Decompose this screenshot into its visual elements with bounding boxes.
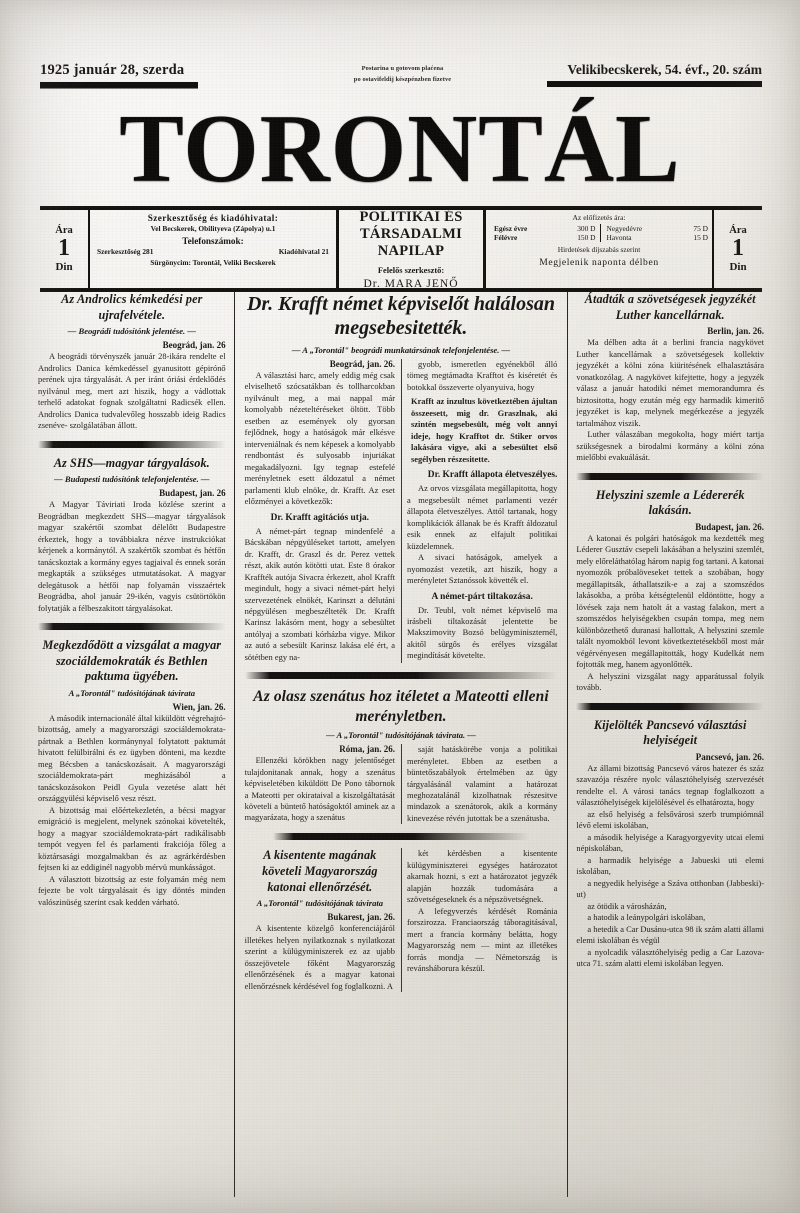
article-androlics	[38, 292, 226, 432]
headline-androlics: Az Androlics kémkedési per ujrafelvétele.	[61, 292, 203, 322]
price-box-left	[40, 210, 90, 288]
sect-krafft-protest: A német-párt tiltakozása.	[431, 591, 533, 602]
body-matteotti-2: saját hatáskörébe vonja a politikai merényletet. Ebben az esetben a büntetőszabályok értelmében az ügy tárgyalásánál valamint a határozat meghozatalánál kizolhatnak részesitve mindazok a szenátorok, akik a kormány kinevezése révén jutottak be a szenátusba.	[407, 744, 558, 823]
postal-line-2: po ostavifeldij készpénzben fizetve	[353, 75, 452, 83]
body-androlics-1: A beográdi törvényszék január 28-ikára rendelte el Androlics Danica kémkedéssel gyanusitott gépirónő perének ujra tárgyalását. A per iránt óriási érdeklődés nyilvánul meg, mert azt hiszik, hogy a vádlottak terhelő adatokat fognak szolgáltatni Radicsék ellen. Androlics Danica tudvalevőleg hosszabb ideig Radics zsenéve- szolgálatában állott.	[38, 351, 226, 431]
body-bethlen-2: A bizottság mai előértekezletén, a bécsi magyar emigráció is megjelent, melynek szónokai követelték, hogy a magyar szociáldemokrata-párt radikálisabb tempót vegyen fel és parlamenti frakciója főleg a köztársasági mozgalmakban és az agrárkérdésben fejtsen ki az eddiginél nagyobb mérvü munkásságot.	[38, 804, 226, 873]
postal-notice	[310, 64, 495, 85]
body-luther-2: Luther válaszában megokolta, hogy miért tartja szükségesnek a birodalmi kormány a kölni zóna mielőbbi evakuálását.	[576, 429, 765, 463]
date-rule	[40, 82, 198, 88]
paper-type-box	[339, 210, 486, 288]
body-shs-1: A Magyar Táviriati Iroda közlése szerint a Beográdban megkezdett SHS—magyar tárgyalások magyar szakértői szombat délelőtt Budapestre érkeztek, hogy a továbbiakra nézve instrukciókat kérjenek a kormánytól. A szakértők szombat és hétfőn tanácskoztak a kormány egyes tagjaival és ennek során megkapták a szükséges utmutatásokat. A magyar delegátusok a hétfői nap folyamán visszaértek Beográdba, ahol január 29-ikén, vagyis csütörtökön folytatják a félbeszakitott tárgyalásokat.	[38, 499, 226, 613]
postal-line-1: Postarina u gotovom plaćena	[361, 65, 444, 72]
body-pancsevo-9: a nyolcadik választóhelyiség pedig a Car Lazova-utca 71. szám alatti elemi iskolában legyen.	[576, 946, 765, 968]
body-pancsevo-1: Az állami bizottság Pancsevó város hatezer és száz szavazója részére nyolc választóhelyiség szervezését rendelte el. A városi tanács tegnap foglalkozott a választóhelyiségek kijelölésével és elhatározta, hogy	[576, 762, 765, 808]
price-label-left: Ára	[55, 224, 73, 236]
issue-number: Velikibecskerek, 54. évf., 20. szám	[567, 62, 762, 77]
section-divider	[245, 672, 558, 679]
price-box-right	[712, 210, 762, 288]
dateline-bethlen: Wien, jan. 26.	[172, 701, 226, 712]
body-luther-1: Ma délben adta át a berlini francia nagykövet Luther kancellárnak a szövetségesek kollektiv jegyzékét a kölni zóna kiüritésének elhalasztására vonatkozólag. A nagykövet kifejtette, hogy a jegyzék válasz a január hatodiki német memorandumra és biztositotta, hogy ezután még egy harmadik kimeritő jegyzéket is kap, melynek megérkezése a jegyzék tartalmához viszik.	[576, 337, 765, 428]
telegram-address: Sürgönycim: Torontál, Veliki Becskerek	[150, 257, 276, 267]
article-columns	[38, 292, 764, 1197]
price-label-right: Ára	[729, 224, 747, 236]
body-pancsevo-3: a második helyisége a Karagyorgyevity utcai elemi népiskolában,	[576, 831, 765, 854]
ads-note: Hirdetések díjszabás szerint	[557, 245, 641, 254]
body-pancsevo-8: a hetedik a Car Dusánu-utca 98 ik szám alatti állami elemi iskolában és végül	[576, 923, 765, 946]
krafft-body-columns	[245, 359, 558, 664]
section-divider	[576, 473, 764, 480]
issue-date-block	[40, 62, 198, 88]
subhead-bethlen: A „Torontál" tudósitójának távirata	[68, 687, 196, 698]
body-krafft-2: A német-párt tegnap mindenfelé a Bácskában népgyüléseket tartott, amelyen dr. Krafft, dr. Graszl és dr. Perez vettek részt, akik autón kötötti utat. Este 8 órakor Kraffték autója Sivacra érkezett, ahol Krafft megindult, hogy a sivaci német-párt helyi szervezetének elnökét, Karinszt a délutáni népgyülésen megbeszélteték Dr. Krafft Karinsz lakásórn ment, hogy a sebesültet antólyaj a szombati kórházba vigye. Mikor az autó a sebesült Karinsz lakása elé ért, a sötétben egy na-	[244, 525, 395, 662]
body-bethlen-3: A választott bizottság az este folyamán még nem fejezte be volt tárgyalásait és igy döntés minden valószinüség szerint csak kedden várható.	[38, 873, 226, 907]
headline-pancsevo: Kijelölték Pancsevó választási helyiségeit	[593, 717, 747, 748]
body-pancsevo-4: a harmadik helyisége a Jabueski uti elemi iskolában,	[576, 854, 765, 877]
article-luther	[576, 292, 764, 464]
article-lederer	[576, 488, 764, 694]
subscription-title: Az előfizetés ára:	[572, 213, 626, 222]
body-pancsevo-2: az első helyiség a felsővárosi szerb trumpiómnál lévő elemi iskolában,	[576, 808, 765, 831]
body-bethlen-1: A második internacionálé által kiküldött végrehajtó-bizottság, amely a magyarországi szociáldemokrata-pártnak a Bethlen kormánynyal folytatott paktumát hivatott felülbirálni és ez ügyben dönteni, ma kezdte meg Bécsben a tanácskozásait. A magyarországi szociáldemokrata-párt meghizásából a tanácskozásokon Peidl Gyula vezetése alatt hét országgyülési képviselő vesz részt.	[38, 712, 226, 804]
sub-half-value: 150 D	[577, 233, 596, 242]
body-kisentente-3: A lefegyverzés kérdését Románia forszirozza. Franciaország táboragitásával, mert a francia kormány belátta, hogy Magyarország nem — mint az illetékes forrás mondja — Németország is revánsháborura készül.	[407, 905, 558, 974]
body-lederer-1: A katonai és polgári hatóságok ma kezdették meg Léderer Gusztáv csepeli lakásában a helyszini szemlét, mely előreláthatólag három napig fog tartani. A katonai nyomozók próbalöveseket tettek a szobában, hogy megállapitsák, áthallatszik-e a zaj a szomszédos lakásokba, a próba kétségtelenül eldöntötte, hogy a lövések zaja nem hatolt át a vastag falakon, mert a szomszédos helyiségekben csupán tompa, meg nem különbözethető duranasi hallottak, A helyszini szemle talált nyomokból levont következtetésekből most már végérvényesen megállapitották, hogy Kudelkát nem fojtották meg, hanem agyonlőtték.	[576, 532, 765, 670]
article-bethlen	[38, 638, 226, 908]
body-matteotti-1: Ellenzéki körökben nagy jelentőséget tulajdonitanak annak, hogy a szenátus képviseletében kiküldött De Pono tábornok a Mateotti per okirataival a kiszolgáltatását követeli a büntető hatóságoktól aminek az a magyarázata, hogy a szenátus	[244, 755, 395, 823]
body-lederer-3: A helyszini vizsgálat nagy apparátussal folyik tovább.	[576, 670, 765, 693]
phone-editorial: Szerkesztőség 281	[97, 247, 154, 256]
subhead-shs: — Budapesti tudósítónk telefonjelentése. —	[54, 474, 210, 485]
appears-note: Megjelenik naponta délben	[539, 257, 659, 268]
sect-krafft-condition: Dr. Krafft állapota életveszélyes.	[427, 470, 558, 481]
editor-label: Felelős szerkesztő:	[377, 265, 445, 275]
body-kisentente-1: A kisentente közelgő konferenciájáról illetékes helyen nyilatkoznak s nyilatkozat szerint a külügyminiszerek ez az ujabb összejövetele főként Magyarország ellenőrzésének és a magyar katonai ellenőrzésnek kérdésével fog foglalkozni. A	[244, 923, 395, 991]
headline-kisentente: A kisentente magának követeli Magyarország katonai ellenőrzését.	[262, 848, 378, 894]
sub-half-label: Félévre	[494, 233, 518, 242]
body-krafft-1: A választási harc, amely eddig még csak elviselhető szócsatákban és tollharcokban nyilvánult meg, a mai nappal már komolyabb nézeteltéréseket öltött. Több esetben az események oly gyorsan fejlődnek, hogy a hatóságok már elkésve interveniálnak és nem képesek a komolyabb rendbontást és sulyosabb injuriákat megakadályozni. Igy tegnap estefelé merényletnek esett áldozatul a német parlamenti klub elnöke, dr. Krafft. Az eset előzményei a következők:	[244, 369, 395, 507]
section-divider	[273, 833, 529, 840]
price-value-right: 1	[732, 234, 744, 261]
phone-office: Kiadóhivatal 21	[278, 247, 329, 256]
sub-year-label: Egész évre	[494, 224, 528, 233]
masthead-title: TORONTÁL	[119, 95, 681, 202]
subhead-matteotti: — A „Torontál" tudósitójának távirata. —	[326, 730, 476, 741]
body-krafft-6: Dr. Teubl, volt német képviselő ma irásbeli tiltakozását jelentette be Makszimovity Bozsó belügyminiszternél, akitől sürgős és erélyes vizsgálat megindítását követelte.	[407, 604, 558, 661]
column-left	[38, 292, 234, 1197]
sect-krafft-agitation: Dr. Krafft agitációs utja.	[270, 512, 369, 523]
dateline-luther: Berlin, jan. 26.	[707, 326, 765, 337]
section-divider	[38, 441, 226, 448]
sub-quarter-value: 75 D	[693, 224, 708, 233]
article-pancsevo	[576, 718, 764, 970]
subhead-krafft: — A „Torontál" beográdi munkatársának telefonjelentése. —	[291, 344, 511, 355]
headline-luther: Átadták a szövetségesek jegyzékét Luther kancellárnak.	[584, 292, 756, 322]
masthead-info-strip	[40, 206, 762, 292]
body-kisentente-2: két kérdésben a kisentente külügyminiszterei egységes határozatot akarnak hozni, s ezt a határozatot jegyzék alapján hozzák tudomására a szövetségeseknek és a népszövetségnek.	[407, 848, 558, 905]
dateline-androlics: Beográd, jan. 26	[162, 340, 226, 351]
paper-type: POLITIKAI ÉS TÁRSADALMI NAPILAP	[359, 208, 463, 259]
section-divider	[38, 623, 226, 630]
price-currency-right: Din	[729, 261, 747, 274]
subscription-box	[486, 210, 712, 288]
column-center	[234, 292, 569, 1197]
headline-lederer: Helyszini szemle a Lédererék lakásán.	[595, 487, 745, 518]
price-currency-left: Din	[55, 261, 73, 274]
body-krafft-3: gyobb, ismeretlen egyénekből álló tömeg megtámadta Krafftot és kiséretét és botokkal összeverte olyanyuiva, hogy	[407, 358, 558, 392]
body-krafft-4: Az orvos vizsgálata megállapitotta, hogy a megsebesült német parlamenti vezér állapota életveszélyes. Attól tartanak, hogy komplikációk állanak be és Krafft áldozatul esik ennek az elfajult politikai küzdelemnek.	[407, 483, 558, 551]
editorial-office-box	[90, 210, 339, 288]
body-krafft-5: A sivaci hatóságok, amelyek a nyomozást vezetik, azt hiszik, hogy a merényletet Sztanóssok követték el.	[407, 552, 558, 586]
headline-matteotti: Az olasz szenátus hoz itéletet a Mateotti elleni merényletben.	[253, 688, 549, 726]
issue-number-block	[547, 62, 762, 87]
subhead-androlics: — Beográdi tudósítónk jelentése. —	[67, 326, 196, 337]
phone-title: Telefonszámok:	[182, 236, 244, 246]
editorial-address: Vel Becskerek, Obilityeva (Zápolya) u.1	[150, 224, 276, 233]
article-shs	[38, 456, 226, 614]
dateline-kisentente: Bukarest, jan. 26.	[327, 912, 395, 923]
dateline-shs: Budapest, jan. 26	[159, 488, 226, 499]
column-right	[568, 292, 764, 1197]
issue-rule	[547, 81, 762, 87]
headline-krafft: Dr. Krafft német képviselőt halálosan megsebesitették.	[247, 293, 555, 340]
editor-name: Dr. MARA JENŐ	[363, 277, 459, 290]
sub-quarter-label: Negyedévre	[606, 224, 643, 233]
body-pancsevo-7: a hatodik a leánypolgári iskolában,	[587, 912, 706, 923]
sub-year-value: 300 D	[577, 224, 596, 233]
headline-bethlen: Megkezdődött a vizsgálat a magyar szociáldemokraták és Bethlen paktuma ügyében.	[42, 638, 222, 684]
headline-shs: Az SHS—magyar tárgyalások.	[53, 455, 210, 470]
matteotti-body-columns	[245, 744, 558, 824]
article-krafft	[245, 292, 558, 663]
article-matteotti	[245, 687, 558, 824]
dateline-matteotti: Róma, jan. 26.	[339, 744, 395, 755]
dateline-lederer: Budapest, jan. 26.	[695, 521, 765, 532]
body-krafft-bold: Krafft az inzultus következtében ájultan összeesett, mig dr. Graszlnak, aki szintén megsebesült, még volt annyi ideje, hogy Krafftot dr. Stiker orvos lakására vigye, aki a sebesültet első segélyben részesitette.	[411, 396, 558, 464]
editorial-title: Szerkesztőség és kiadóhivatal:	[147, 213, 279, 223]
section-divider	[576, 703, 764, 710]
body-pancsevo-6: az ötödik a városházán,	[587, 900, 667, 911]
issue-date: 1925 január 28, szerda	[40, 62, 185, 78]
body-pancsevo-5: a negyedik helyisége a Száva otthonban (Jabbeski)-ut)	[576, 877, 765, 900]
dateline-pancsevo: Pancsevó, jan. 26.	[695, 751, 765, 762]
sub-month-value: 15 D	[693, 233, 708, 242]
subhead-kisentente: A „Torontál" tudósitójának távirata	[256, 898, 384, 909]
article-kisentente	[245, 848, 558, 992]
sub-month-label: Havonta	[606, 233, 632, 242]
price-value-left: 1	[58, 234, 70, 261]
kisentente-columns	[245, 848, 558, 992]
dateline-krafft: Beográd, jan. 26.	[329, 358, 395, 369]
